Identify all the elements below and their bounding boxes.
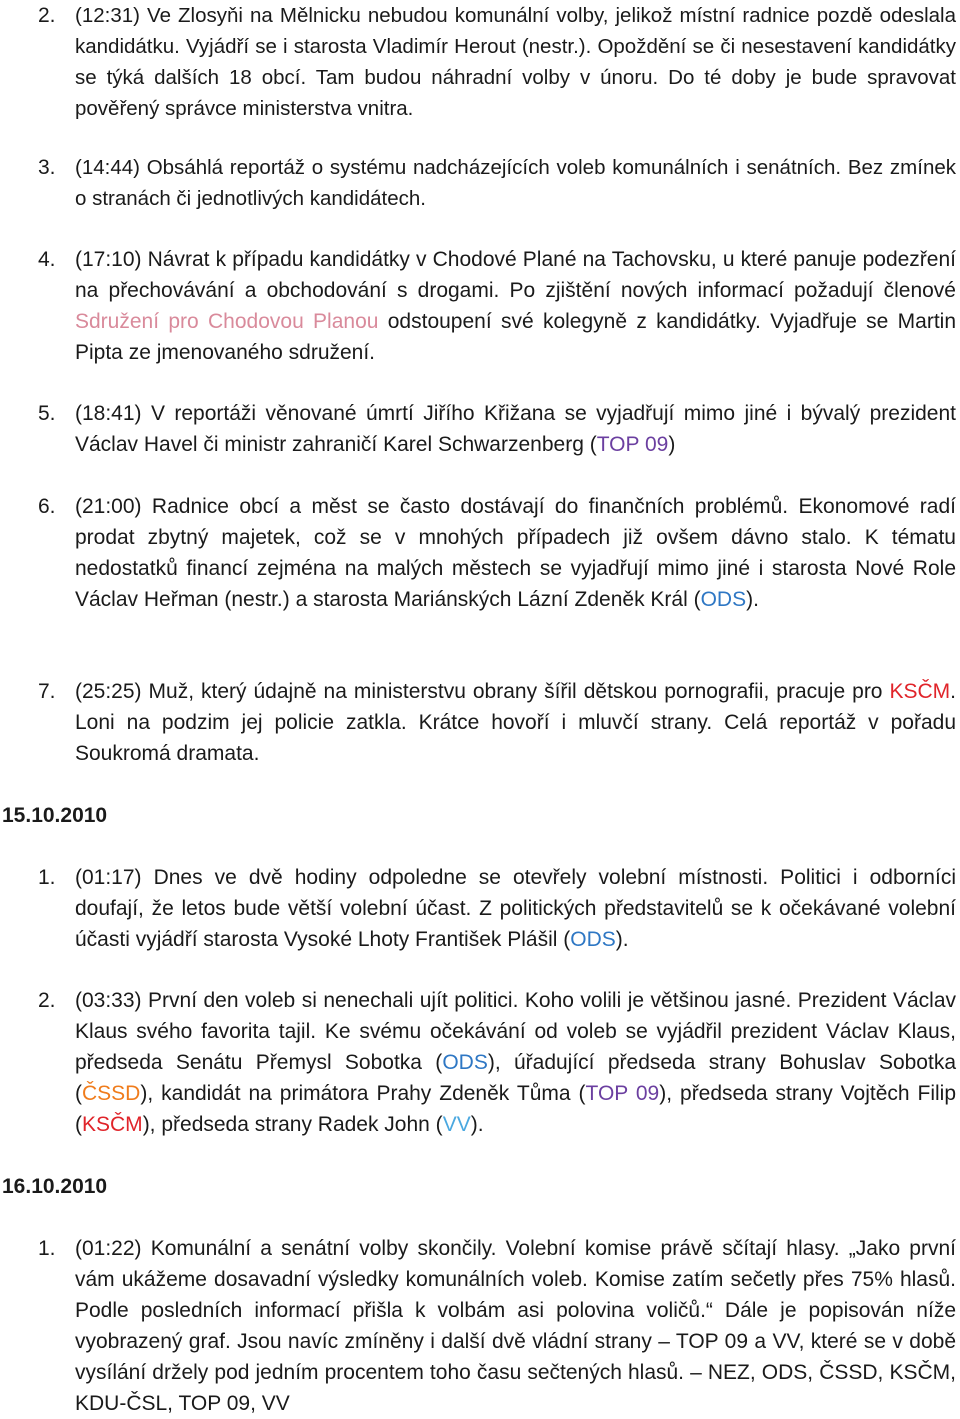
text-segment: ), předseda strany Radek John ( [142,1113,443,1136]
news-item-2 [38,985,956,1140]
item-text [75,985,956,1140]
text-segment: (01:17) Dnes ve dvě hodiny odpoledne se otevřely volební místnosti. Politici i odborníci doufají, že letos bude větší volební účast. Z politických představitelů se k očekávané volební účasti vyjádří starosta Vysoké Lhoty František Plášil ( [75,866,956,951]
text-segment: ). [615,928,629,951]
news-item-6 [38,491,956,615]
item-text [75,676,956,769]
party-name-sdruzeni: Sdružení pro Chodovou Planou [75,310,379,333]
text-segment: . Loni na podzim jej policie zatkla. Krátce hovoří i mluvčí strany. Celá reportáž v pořadu Soukromá dramata. [75,680,956,765]
text-segment: (03:33) První den voleb si nenechali ujít politici. Koho volili je většinou jasné. Prezident Václav Klaus svého favorita tajil. Ke svému očekávání od voleb se vyjádřil prezident Václav Klaus, předseda Senátu Přemysl Sobotka ( [75,989,956,1074]
party-name-top09: TOP 09 [596,433,669,456]
item-number: 1. [38,1237,56,1260]
item-text [75,491,956,615]
text-segment: ) [668,433,676,456]
item-number: 5. [38,402,56,425]
party-name-ods: ODS [442,1051,488,1074]
text-segment: (21:00) Radnice obcí a měst se často dostávají do finančních problémů. Ekonomové radí prodat zbytný majetek, což se v mnohých případech již ovšem dávno stalo. K tématu nedostatků financí zejména na malých městech se vyjadřují mimo jiné i starosta Nové Role Václav Heřman (nestr.) a starosta Mariánských Lázní Zdeněk Král ( [75,495,956,611]
item-number: 6. [38,495,56,518]
item-number: 4. [38,248,56,271]
news-item-4 [38,244,956,368]
text-segment: ). [746,588,759,611]
item-text: (01:22) Komunální a senátní volby skončily. Volební komise právě sčítají hlasy. „Jako první vám ukážeme dosavadní výsledky komunálních voleb. Komise zatím sečetly přes 75% hlasů. Podle posledních informací přišla k volbám asi polovina voličů.“ Dále je popisován níže vyobrazený graf. Jsou navíc zmíněny i další dvě vládní strany – TOP 09 a VV, které se v době vysílání držely pod jedním procentem toho času sečtených hlasů. – NEZ, ODS, ČSSD, KSČM, KDU-ČSL, TOP 09, VV [75,1237,956,1415]
text-segment: ). [470,1113,484,1136]
item-number: 1. [38,866,56,889]
party-name-ods: ODS [700,588,747,611]
item-text: (14:44) Obsáhlá reportáž o systému nadcházejících voleb komunálních i senátních. Bez zmínek o stranách či jednotlivých kandidátech. [75,156,956,210]
news-item-1 [38,1233,956,1419]
party-name-kscm: KSČM [889,680,951,703]
item-number: 3. [38,156,56,179]
text-segment: ), úřadující předseda strany Bohuslav Sobotka ( [75,1051,957,1105]
party-name-top09: TOP 09 [585,1082,660,1105]
party-name-kscm: KSČM [82,1113,143,1136]
item-text [75,398,956,460]
item-number: 2. [38,989,56,1012]
date-heading: 15.10.2010 [2,804,108,827]
news-item-3 [38,152,956,214]
item-number: 7. [38,680,56,703]
date-heading: 16.10.2010 [2,1175,108,1198]
item-text [75,244,956,368]
news-item-5 [38,398,956,460]
text-segment: ), kandidát na primátora Prahy Zdeněk Tůma ( [140,1082,586,1105]
text-segment: odstoupení své kolegyně z kandidátky. Vyjadřuje se Martin Pipta ze jmenovaného sdružení. [75,310,956,364]
item-text [75,862,956,955]
item-text: (12:31) Ve Zlosyňi na Mělnicku nebudou komunální volby, jelikož místní radnice pozdě odeslala kandidátku. Vyjádří se i starosta Vladimír Herout (nestr.). Opoždění se či nesestavení kandidátky se týká dalších 18 obcí. Tam budou náhradní volby v únoru. Do té doby je bude spravovat pověřený správce ministerstva vnitra. [75,4,956,120]
text-segment: (17:10) Návrat k případu kandidátky v Chodové Plané na Tachovsku, u které panuje podezření na přechovávání a obchodování s drogami. Po zjištění nových informací požadují členové [75,248,956,302]
party-name-cssd: ČSSD [82,1082,141,1105]
text-segment: ), předseda strany Vojtěch Filip ( [75,1082,957,1136]
text-segment: (25:25) Muž, který údajně na ministerstvu obrany šířil dětskou pornografii, pracuje pro [75,680,890,703]
news-item-7 [38,676,956,769]
party-name-vv: VV [442,1113,471,1136]
news-item-1 [38,862,956,955]
text-segment: (18:41) V reportáži věnované úmrtí Jiřího Křižana se vyjadřují mimo jiné i bývalý prezident Václav Havel či ministr zahraničí Karel Schwarzenberg ( [75,402,956,456]
party-name-ods: ODS [570,928,616,951]
news-item-2 [38,0,956,124]
item-number: 2. [38,4,56,27]
